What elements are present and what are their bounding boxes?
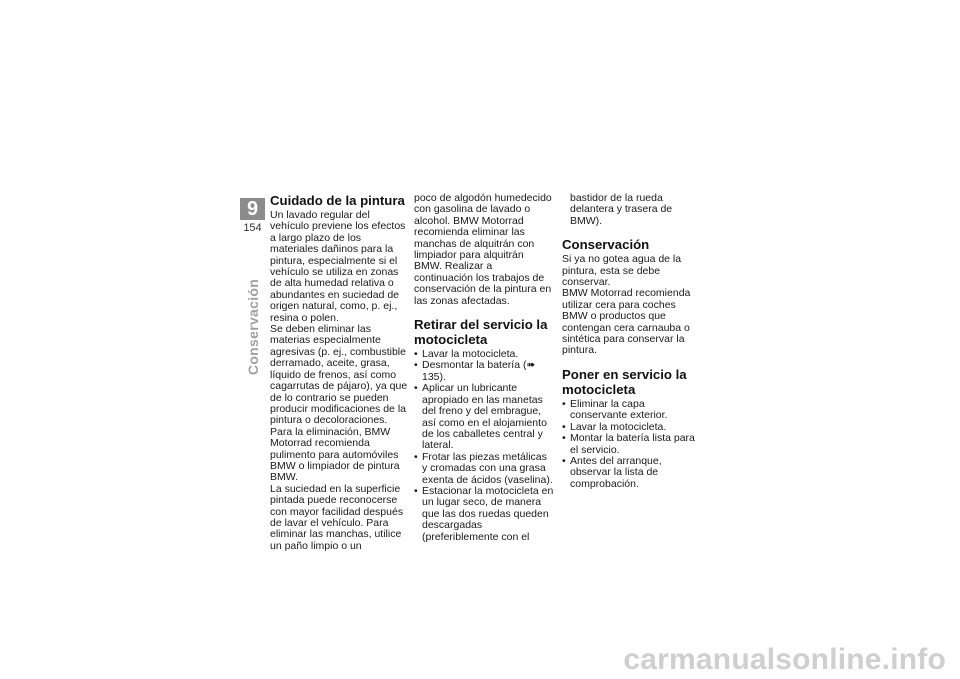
list-item: • Aplicar un lubricante apropiado en las manetas del freno y del embrague, así como en el alojamiento de los caballetes central y lateral. [414, 383, 554, 451]
column-2 [414, 193, 554, 543]
paragraph: BMW Motorrad recomienda utilizar cera para coches BMW o productos que contengan cera carnauba o sintética para conservar la pintura. [562, 287, 691, 357]
paragraph: poco de algodón humedecido con gasolina de lavado o alcohol. BMW Motorrad recomienda eliminar las manchas de alquitrán con limpiador para alquitrán BMW. Realizar a continuación los trabajos de conservación de la pintura en las zonas afectadas. [414, 192, 552, 307]
column-3 [562, 193, 702, 490]
section-heading-paint-care: Cuidado de la pintura [270, 193, 405, 208]
page-number: 154 [243, 222, 262, 234]
list-item: • Eliminar la capa conservante exterior. [562, 399, 702, 422]
paragraph: Si ya no gotea agua de la pintura, esta se debe conservar. [562, 253, 682, 289]
list-item: • Estacionar la motocicleta en un lugar seco, de manera que las dos ruedas queden descargadas (preferiblemente con el [414, 486, 554, 543]
paragraph: Un lavado regular del vehículo previene los efectos a largo plazo de los materiales dañinos para la pintura, especialmente si el vehículo se utiliza en zonas de alta humedad relativa o abundantes en suciedad de origen natural, como, p. ej., resina o polen. [270, 209, 406, 324]
list-item: • Lavar la motocicleta. [414, 349, 554, 360]
section-heading-conservation: Conservación [562, 237, 650, 253]
paragraph: Se deben eliminar las materias especialmente agresivas (p. ej., combustible derramado, aceite, grasa, líquido de frenos, así como cagarrutas de pájaro), ya que de lo contrario se pueden producir modificaciones de la pintura o decoloraciones. Para la eliminación, BMW Motorrad recomienda pulimento para automóviles BMW o limpiador de pintura BMW. [270, 323, 408, 484]
list-item: • Antes del arranque, observar la lista de comprobación. [562, 456, 702, 490]
chapter-number: 9 [240, 198, 265, 220]
column-1 [270, 193, 410, 552]
chapter-side-label: Conservación [245, 278, 261, 376]
section-heading-decommission: Retirar del servicio la motocicleta [414, 317, 548, 348]
list-item: • Desmontar la batería (➠ 135). [414, 360, 554, 383]
paragraph: La suciedad en la superficie pintada puede reconocerse con mayor facilidad después de lavar el vehículo. Para eliminar las manchas, utilice un paño limpio o un [270, 482, 404, 552]
bullet-list [414, 349, 554, 543]
list-item: • Lavar la motocicleta. [562, 422, 702, 433]
watermark: carmanualsonline.info [623, 643, 946, 676]
list-item: • Montar la batería lista para el servicio. [562, 433, 702, 456]
continued-text: bastidor de la rueda delantera y trasera de BMW). [570, 192, 673, 227]
section-heading-recommission: Poner en servicio la motocicleta [562, 366, 687, 397]
list-item: • Frotar las piezas metálicas y cromadas con una grasa exenta de ácidos (vaselina). [414, 452, 554, 486]
bullet-list [562, 399, 702, 490]
